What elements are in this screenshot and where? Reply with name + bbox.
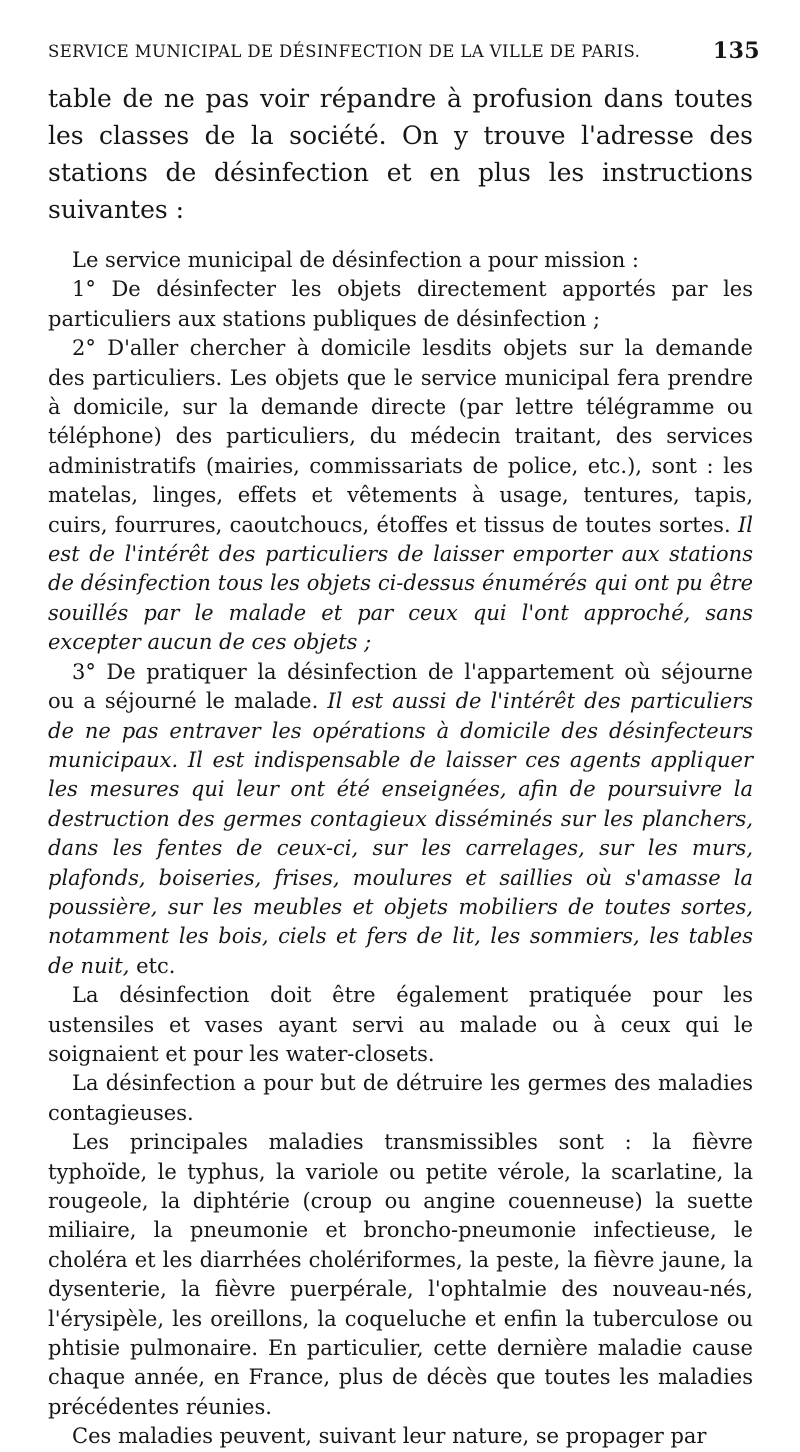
page-number: 135	[712, 38, 760, 64]
instruction-paragraph: 1° De désinfecter les objets directement apportés par les particuliers aux stations publiques de désinfection ;	[48, 277, 753, 331]
page-body	[48, 80, 753, 1452]
instruction-paragraph: La désinfection doit être également pratiquée pour les ustensiles et vases ayant servi au malade ou à ceux qui le soignaient et pour les water-closets.	[48, 983, 753, 1066]
paragraph-text: etc.	[136, 953, 176, 978]
intro-section	[48, 80, 753, 228]
intro-paragraph: table de ne pas voir répandre à profusion dans toutes les classes de la société. On y trouve l'adresse des stations de désinfection et en plus les instructions suivantes :	[48, 84, 753, 224]
instruction-paragraph: La désinfection a pour but de détruire les germes des maladies contagieuses.	[48, 1071, 753, 1125]
running-title: SERVICE MUNICIPAL DE DÉSINFECTION DE LA VILLE DE PARIS.	[48, 42, 641, 61]
instruction-paragraph: Le service municipal de désinfection a pour mission :	[72, 248, 639, 272]
instruction-paragraph: Les principales maladies transmissibles sont : la fièvre typhoïde, le typhus, la variole ou petite vérole, la scarlatine, la rougeole, la diphtérie (croup ou angine couenneuse) la suette miliaire, la pneumonie et broncho-pneumonie infectieuse, le choléra et les diarrhées cholériformes, la peste, la fièvre jaune, la dysenterie, la fièvre puerpérale, l'ophtalmie des nouveau-nés, l'érysipèle, les oreillons, la coqueluche et enfin la tuberculose ou phtisie pulmonaire. En particulier, cette dernière maladie cause chaque année, en France, plus de décès que toutes les maladies précédentes réunies.	[48, 1130, 753, 1419]
paragraph-text: 3° De pratiquer la désinfection de l'appartement où séjourne ou a séjourné le malade.	[48, 659, 753, 714]
running-header	[48, 36, 760, 66]
instruction-paragraph: Ces maladies peuvent, suivant leur nature, se propager par	[72, 1424, 707, 1449]
instructions-section	[48, 246, 753, 1452]
instruction-paragraph	[48, 658, 753, 981]
paragraph-text: 2° D'aller chercher à domicile lesdits objets sur la demande des particuliers. Les objets que le service municipal fera prendre à domicile, sur la demande directe (par lettre télégramme ou téléphone) des particuliers, du médecin traitant, des services administratifs (mairies, commissariats de police, etc.), sont : les matelas, linges, effets et vêtements à usage, tentures, tapis, cuirs, fourrures, caoutchoucs, étoffes et tissus de toutes sortes.	[48, 336, 753, 537]
italic-text: Il est aussi de l'intérêt des particuliers de ne pas entraver les opérations à domicile des désinfecteurs municipaux. Il est indispensable de laisser ces agents appliquer les mesures qui leur ont été enseignées, afin de poursuivre la destruction des germes contagieux disséminés sur les planchers, dans les fentes de ceux-ci, sur les carrelages, sur les murs, plafonds, boiseries, frises, moulures et saillies où s'amasse la poussière, sur les meubles et objets mobiliers de toutes sortes, notamment les bois, ciels et fers de lit, les sommiers, les tables de nuit,	[48, 689, 753, 978]
italic-text: Il est de l'intérêt des particuliers de laisser emporter aux stations de désinfection tous les objets ci-dessus énumérés qui ont pu être souillés par le malade et par ceux qui l'ont approché, sans excepter aucun de ces objets ;	[48, 512, 753, 655]
instruction-paragraph	[48, 334, 753, 657]
